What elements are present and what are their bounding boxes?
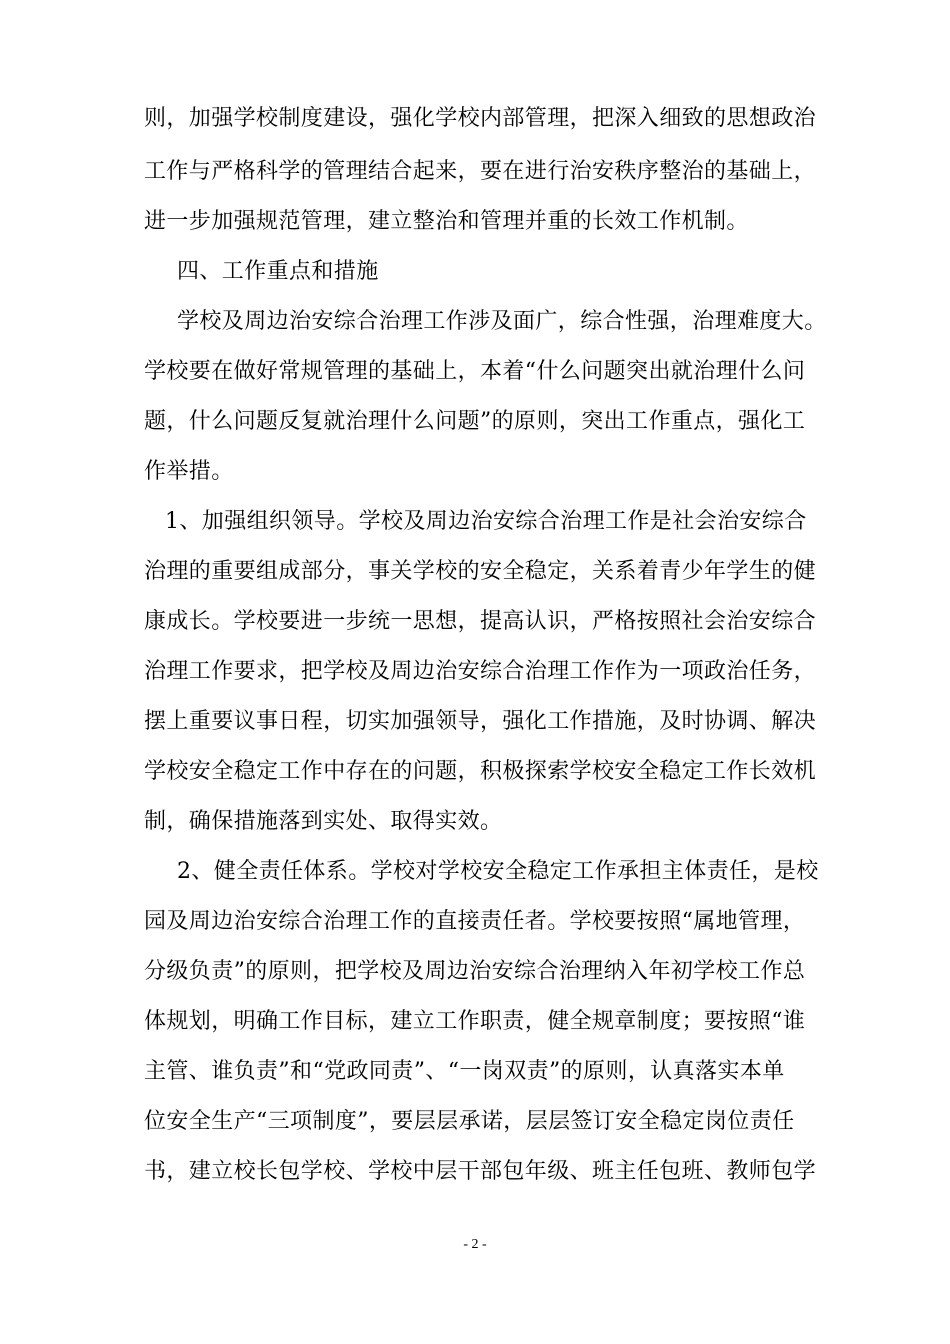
body-text-line: 摆上重要议事日程，切实加强领导，强化工作措施，及时协调、解决	[144, 709, 817, 734]
body-text-line: 治理工作要求，把学校及周边治安综合治理工作作为一项政治任务，	[144, 659, 817, 684]
body-text-line: 1、加强组织领导。学校及周边治安综合治理工作是社会治安综合	[165, 509, 807, 534]
page-number: - 2 -	[463, 1237, 487, 1252]
body-text-line: 进一步加强规范管理，建立整治和管理并重的长效工作机制。	[144, 209, 749, 234]
body-text-line: 分级负责”的原则，把学校及周边治安综合治理纳入年初学校工作总	[144, 959, 806, 984]
body-text-line: 康成长。学校要进一步统一思想，提高认识，严格按照社会治安综合	[144, 609, 817, 634]
body-text-line: 工作与严格科学的管理结合起来，要在进行治安秩序整治的基础上，	[144, 159, 817, 184]
body-text-line: 作举措。	[144, 459, 234, 484]
body-text-line: 学校安全稳定工作中存在的问题，积极探索学校安全稳定工作长效机	[144, 759, 817, 784]
body-text-line: 治理的重要组成部分，事关学校的安全稳定，关系着青少年学生的健	[144, 559, 817, 584]
body-text-line: 2、健全责任体系。学校对学校安全稳定工作承担主体责任，是校	[177, 859, 819, 884]
body-text-line: 体规划，明确工作目标，建立工作职责，健全规章制度；要按照“谁	[144, 1009, 806, 1034]
body-text-line: 位安全生产“三项制度”，要层层承诺，层层签订安全稳定岗位责任	[144, 1109, 795, 1134]
body-text-line: 学校及周边治安综合治理工作涉及面广，综合性强，治理难度大。	[177, 309, 827, 334]
body-text-line: 书，建立校长包学校、学校中层干部包年级、班主任包班、教师包学	[144, 1159, 817, 1184]
body-text-line: 则，加强学校制度建设，强化学校内部管理，把深入细致的思想政治	[144, 106, 817, 131]
section-heading: 四、工作重点和措施	[177, 259, 379, 284]
body-text-line: 题，什么问题反复就治理什么问题”的原则，突出工作重点，强化工	[144, 409, 806, 434]
body-text-line: 园及周边治安综合治理工作的直接责任者。学校要按照“属地管理，	[144, 909, 806, 934]
body-text-line: 学校要在做好常规管理的基础上，本着“什么问题突出就治理什么问	[144, 359, 806, 384]
body-text-line: 主管、谁负责”和“党政同责”、“一岗双责”的原则，认真落实本单	[144, 1059, 785, 1084]
body-text-line: 制，确保措施落到实处、取得实效。	[144, 809, 503, 834]
